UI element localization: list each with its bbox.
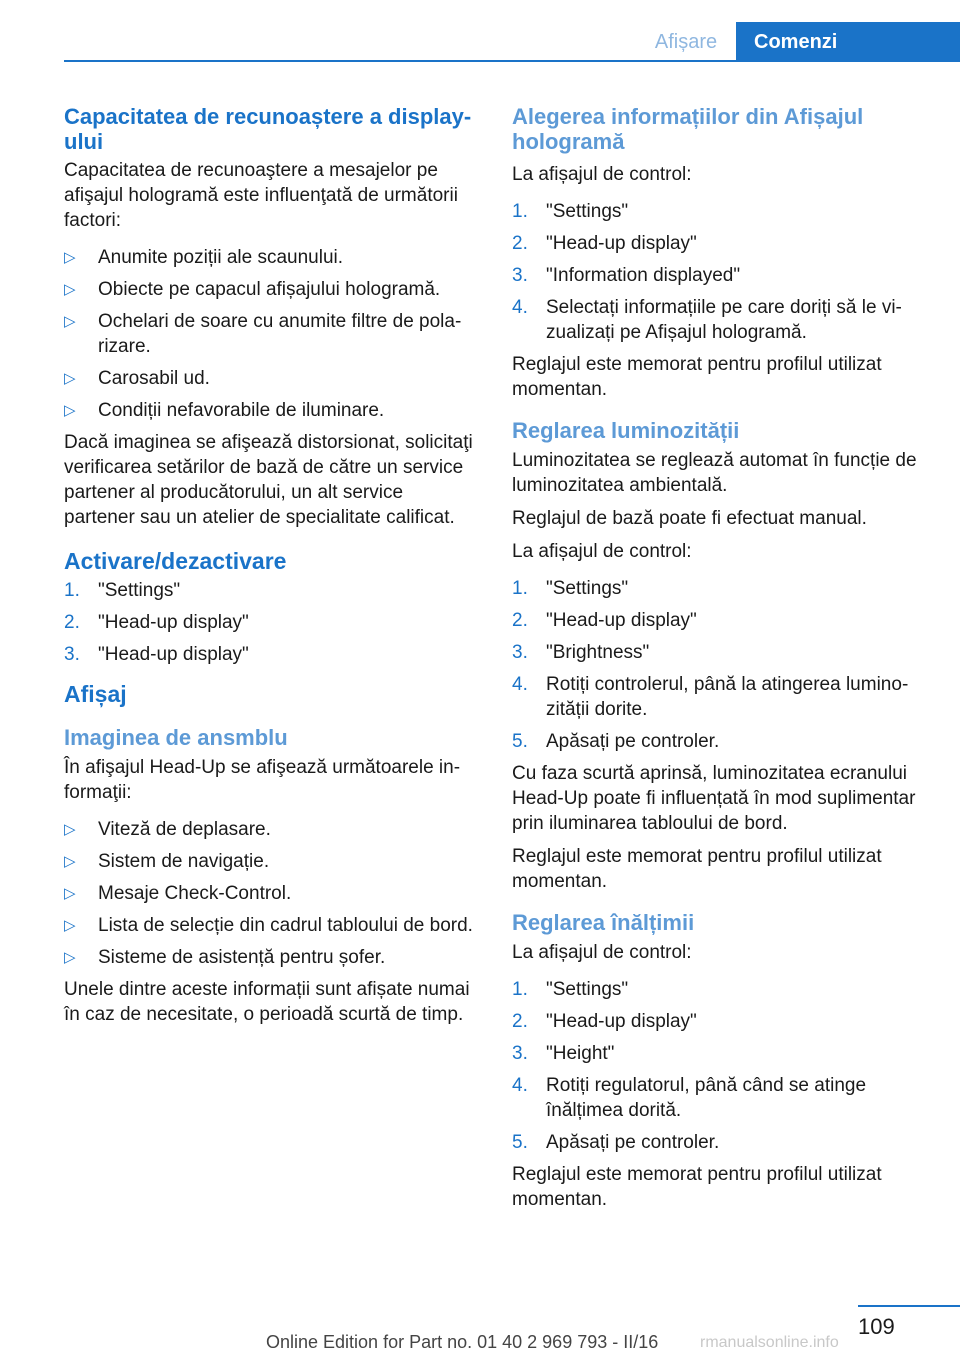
paragraph: Capacitatea de recunoaştere a mesajelor pe afişajul hologramă este influenţată de următorii factori: <box>64 160 458 231</box>
list-item-text: Selectați informațiile pe care doriți să le vizualizați pe Afișajul hologramă. <box>546 297 902 343</box>
step-number: 2. <box>512 1011 528 1032</box>
step-list <box>64 578 478 667</box>
list-item-text: Apăsați pe controler. <box>546 731 720 752</box>
paragraph: Reglajul de bază poate fi efectuat manual. <box>512 508 867 529</box>
list-item <box>64 881 478 906</box>
list-item-text: Rotiți controlerul, până la atingerea luminozității dorite. <box>546 674 909 720</box>
list-item <box>64 817 478 842</box>
list-item <box>64 398 478 423</box>
section-title: Alegerea informațiilor din Afișajul hologramă <box>512 104 864 154</box>
step-number: 3. <box>512 1043 528 1064</box>
list-item <box>512 576 928 601</box>
list-item <box>64 309 478 359</box>
triangle-bullet-icon: ▷ <box>64 281 76 298</box>
triangle-bullet-icon: ▷ <box>64 917 76 934</box>
list-item <box>512 729 928 754</box>
list-item-text: "Settings" <box>98 580 181 601</box>
chapter-title: Afișaj <box>64 681 127 707</box>
step-number: 3. <box>512 642 528 663</box>
list-item-text: "Brightness" <box>546 642 650 663</box>
list-item <box>64 610 478 635</box>
list-item-text: "Head-up display" <box>98 612 249 633</box>
list-item <box>512 1041 928 1066</box>
triangle-bullet-icon: ▷ <box>64 821 76 838</box>
list-item-text: Apăsați pe controler. <box>546 1132 720 1153</box>
list-item <box>512 1073 928 1123</box>
list-item <box>512 608 928 633</box>
step-list <box>512 977 928 1155</box>
paragraph: Luminozitatea se reglează automat în funcție de luminozitatea ambientală. <box>512 450 917 496</box>
paragraph: Cu faza scurtă aprinsă, luminozitatea ecranului Head-Up poate fi influențată în mod suplimentar prin iluminarea tabloului de bord. <box>512 763 916 834</box>
step-number: 3. <box>64 644 80 665</box>
list-item <box>512 231 928 256</box>
paragraph: La afișajul de control: <box>512 942 692 963</box>
list-item-text: "Information displayed" <box>546 265 741 286</box>
paragraph: Unele dintre aceste informații sunt afișate numai în caz de necesitate, o perioadă scurtă de timp. <box>64 979 470 1025</box>
section-title: Capacitatea de recunoaștere a display-ului <box>64 104 472 154</box>
step-number: 2. <box>512 233 528 254</box>
paragraph: În afişajul Head-Up se afişează următoarele informaţii: <box>64 757 461 803</box>
list-item-text: Lista de selecție din cadrul tabloului de bord. <box>98 915 473 936</box>
list-item-text: Carosabil ud. <box>98 368 210 389</box>
paragraph: Reglajul este memorat pentru profilul utilizat momentan. <box>512 846 882 892</box>
step-number: 1. <box>512 979 528 1000</box>
list-item-text: "Settings" <box>546 578 629 599</box>
paragraph: La afișajul de control: <box>512 164 692 185</box>
list-item-text: Sistem de navigație. <box>98 851 270 872</box>
step-number: 4. <box>512 674 528 695</box>
list-item <box>64 849 478 874</box>
right-column <box>512 104 928 1220</box>
section-title: Activare/dezactivare <box>64 548 287 574</box>
list-item <box>64 578 478 603</box>
list-item-text: Viteză de deplasare. <box>98 819 271 840</box>
bullet-list <box>64 245 478 423</box>
list-item <box>512 199 928 224</box>
list-item-text: Obiecte pe capacul afișajului hologramă. <box>98 279 441 300</box>
subsection-title: Reglarea luminozității <box>512 418 740 443</box>
list-item <box>64 945 478 970</box>
step-number: 3. <box>512 265 528 286</box>
triangle-bullet-icon: ▷ <box>64 949 76 966</box>
list-item-text: "Head-up display" <box>546 610 697 631</box>
tab-comenzi[interactable]: Comenzi <box>736 22 960 62</box>
footer-rule <box>858 1305 960 1307</box>
watermark: rmanualsonline.info <box>700 1334 839 1351</box>
list-item <box>512 263 928 288</box>
list-item <box>64 245 478 270</box>
paragraph: Reglajul este memorat pentru profilul utilizat momentan. <box>512 354 882 400</box>
list-item-text: Ochelari de soare cu anumite filtre de polarizare. <box>98 311 462 357</box>
list-item <box>512 977 928 1002</box>
left-column <box>64 104 478 1035</box>
step-number: 2. <box>64 612 80 633</box>
list-item <box>512 295 928 345</box>
list-item-text: "Settings" <box>546 979 629 1000</box>
list-item <box>512 1009 928 1034</box>
list-item <box>64 913 478 938</box>
list-item <box>512 672 928 722</box>
triangle-bullet-icon: ▷ <box>64 370 76 387</box>
list-item <box>512 640 928 665</box>
list-item <box>64 642 478 667</box>
tab-afisare[interactable]: Afișare <box>654 31 718 53</box>
triangle-bullet-icon: ▷ <box>64 885 76 902</box>
triangle-bullet-icon: ▷ <box>64 402 76 419</box>
list-item-text: Mesaje Check-Control. <box>98 883 292 904</box>
list-item-text: Anumite poziții ale scaunului. <box>98 247 344 268</box>
list-item <box>512 1130 928 1155</box>
step-number: 1. <box>64 580 80 601</box>
list-item-text: "Head-up display" <box>546 1011 697 1032</box>
list-item-text: "Settings" <box>546 201 629 222</box>
paragraph: Dacă imaginea se afişează distorsionat, solicitaţi verificarea setărilor de bază de către un service partener al producătorului, un alt service partener sau un atelier de specialitate calificat. <box>64 432 473 528</box>
edition-note: Online Edition for Part no. 01 40 2 969 793 - II/16 <box>266 1332 659 1352</box>
step-list <box>512 576 928 754</box>
step-list <box>512 199 928 345</box>
step-number: 1. <box>512 578 528 599</box>
list-item-text: Condiții nefavorabile de iluminare. <box>98 400 385 421</box>
list-item-text: "Height" <box>546 1043 615 1064</box>
bullet-list <box>64 817 478 970</box>
step-number: 5. <box>512 731 528 752</box>
subsection-title: Imaginea de ansmblu <box>64 725 288 750</box>
triangle-bullet-icon: ▷ <box>64 313 76 330</box>
step-number: 4. <box>512 1075 528 1096</box>
list-item-text: "Head-up display" <box>98 644 249 665</box>
triangle-bullet-icon: ▷ <box>64 249 76 266</box>
list-item-text: Sisteme de asistență pentru șofer. <box>98 947 386 968</box>
step-number: 1. <box>512 201 528 222</box>
page-number: 109 <box>858 1314 895 1339</box>
paragraph: Reglajul este memorat pentru profilul utilizat momentan. <box>512 1164 882 1210</box>
step-number: 5. <box>512 1132 528 1153</box>
paragraph: La afișajul de control: <box>512 541 692 562</box>
step-number: 4. <box>512 297 528 318</box>
list-item <box>64 366 478 391</box>
step-number: 2. <box>512 610 528 631</box>
list-item <box>64 277 478 302</box>
list-item-text: Rotiți regulatorul, până când se atinge înălțimea dorită. <box>546 1075 867 1121</box>
subsection-title: Reglarea înălțimii <box>512 910 695 935</box>
list-item-text: "Head-up display" <box>546 233 697 254</box>
triangle-bullet-icon: ▷ <box>64 853 76 870</box>
